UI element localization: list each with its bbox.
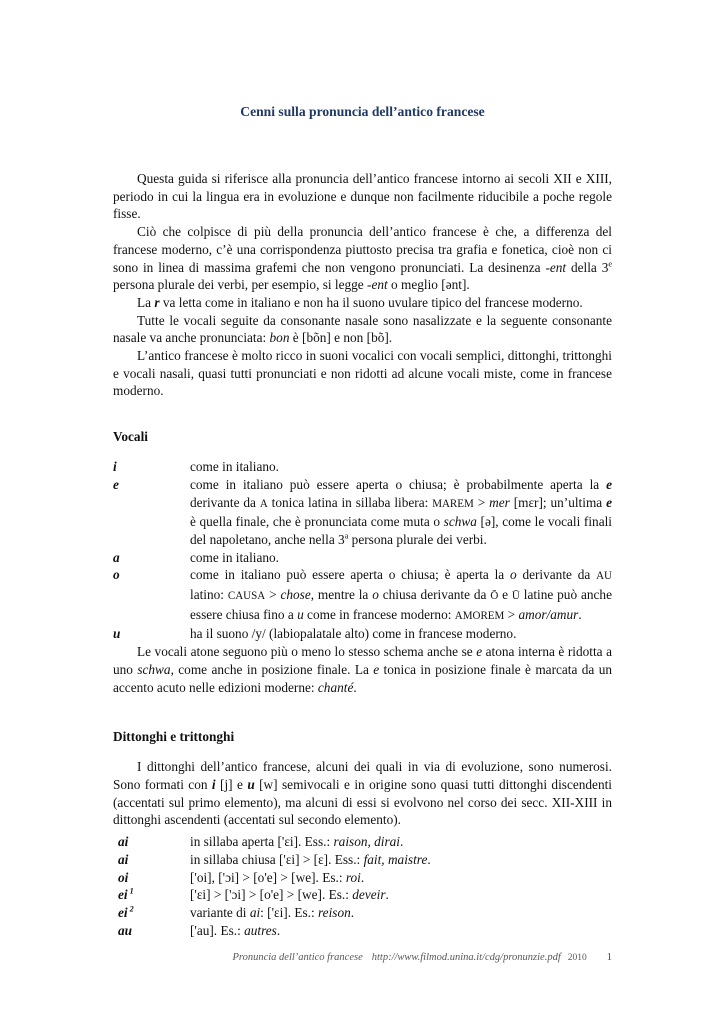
entry-term: u [113, 626, 121, 642]
definition-row [113, 833, 612, 851]
entry-definition: ha il suono /y/ (labiopalatale alto) come in francese moderno. [190, 626, 517, 642]
page-number: 1 [606, 952, 612, 963]
page-footer [113, 951, 612, 965]
entry-definition: ['oi], ['ɔi] > [o'e] > [we]. Es.: roi. [190, 869, 365, 885]
definition-row [113, 458, 612, 476]
footer-url-link[interactable]: http://www.filmod.unina.it/cdg/pronunzie.pdf [371, 952, 561, 963]
entry-definition: in sillaba aperta ['ɛi]. Ess.: raison, dirai. [190, 834, 404, 850]
definition-row [113, 886, 612, 904]
entry-term: ai [118, 851, 129, 867]
entry-term: e [113, 476, 119, 492]
definition-row [113, 549, 612, 567]
entry-definition: come in italiano. [190, 459, 279, 475]
intro-paragraph: L’antico francese è molto ricco in suoni vocalici con vocali semplici, dittonghi, trittonghi e vocali nasali, quasi tutti pronunciati e non ridotti ad alcune vocali miste, come in francese moderno. [113, 348, 612, 399]
entry-term: i [113, 459, 117, 475]
definition-row [113, 922, 612, 940]
entry-term: ei $^1$ [118, 886, 134, 903]
definition-row [113, 476, 612, 549]
entry-term: a [113, 549, 120, 565]
dittonghi-intro-paragraph: I dittonghi dell’antico francese, alcuni dei quali in via di evoluzione, sono numerosi. Sono formati con i [j] e u [w] semivocali e in origine sono quasi tutti dittonghi discendenti (accentati sul primo elemento), ma alcuni di essi si evolvono nel corso dei secc. XII-XIII in dittonghi ascendenti (accentati sul secondo elemento). [113, 759, 612, 828]
entry-definition: come in italiano può essere aperta o chiusa; è probabilmente aperta la e derivante da A tonica latina in sillaba libera: MAREM > mer [mɛr]; un’ultima e è quella finale, che è pronunciata come muta o schwa [ə], come le vocali finali del napoletano, anche nella 3$^a$ persona plurale dei verbi. [190, 476, 612, 547]
entry-definition: variante di ai: ['ɛi]. Es.: reison. [190, 904, 355, 920]
footer-year: 2010 [567, 953, 587, 963]
definition-row [113, 904, 612, 922]
entry-definition: ['au]. Es.: autres. [190, 922, 281, 938]
definition-row [113, 625, 612, 643]
document-title: Cenni sulla pronuncia dell’antico francese [240, 104, 485, 119]
entry-term: o [113, 567, 120, 583]
definition-row [113, 566, 612, 625]
intro-paragraph: La r va letta come in italiano e non ha il suono uvulare tipico del francese moderno. [137, 294, 583, 310]
section-heading-dittonghi: Dittonghi e trittonghi [113, 729, 235, 745]
entry-definition: come in italiano può essere aperta o chiusa; è aperta la o derivante da AU latino: CAUSA > chose, mentre la o chiusa derivante da Ō e Ū latine può anche essere chiusa fino a u come in francese moderno: AMOREM > amor/amur. [190, 567, 612, 622]
vocali-note-paragraph: Le vocali atone seguono più o meno lo stesso schema anche se e atona interna è ridotta a uno schwa, come anche in posizione finale. La e tonica in posizione finale è marcata da un accento acuto nelle edizioni moderne: chanté. [113, 644, 612, 695]
entry-term: ai [118, 834, 129, 850]
footer-document-title: Pronuncia dell’antico francese [232, 952, 363, 963]
intro-paragraph: Tutte le vocali seguite da consonante nasale sono nasalizzate e la seguente consonante nasale va anche pronunciata: bon è [bõn] e non [bõ]. [113, 312, 612, 346]
entry-term: au [118, 922, 133, 938]
intro-paragraph: Questa guida si riferisce alla pronuncia dell’antico francese intorno ai secoli XII e XIII, periodo in cui la lingua era in evoluzione e dunque non facilmente riducibile a poche regole fisse. [113, 171, 612, 222]
definition-row [113, 851, 612, 869]
entry-definition: ['ɛi] > ['ɔi] > [o'e] > [we]. Es.: deveir. [190, 887, 389, 903]
entry-definition: come in italiano. [190, 549, 279, 565]
intro-section [113, 170, 612, 400]
entry-term: ei $^2$ [118, 904, 134, 920]
vocali-definition-list [113, 458, 612, 643]
entry-term: oi [118, 869, 129, 885]
dittonghi-definition-list [113, 833, 612, 939]
section-heading-vocali: Vocali [113, 429, 148, 445]
entry-definition: in sillaba chiusa ['ɛi] > [ɛ]. Ess.: fait, maistre. [190, 851, 431, 867]
intro-paragraph: Ciò che colpisce di più della pronuncia dell’antico francese è che, a differenza del francese moderno, c’è una corrispondenza piuttosto precisa tra grafia e fonetica, cioè non ci sono in linea di massima grafemi che non vengono pronunciati. La desinenza -ent della 3e persona plurale dei verbi, per esempio, si legge -ent o meglio [ənt]. [113, 224, 613, 293]
definition-row [113, 869, 612, 887]
